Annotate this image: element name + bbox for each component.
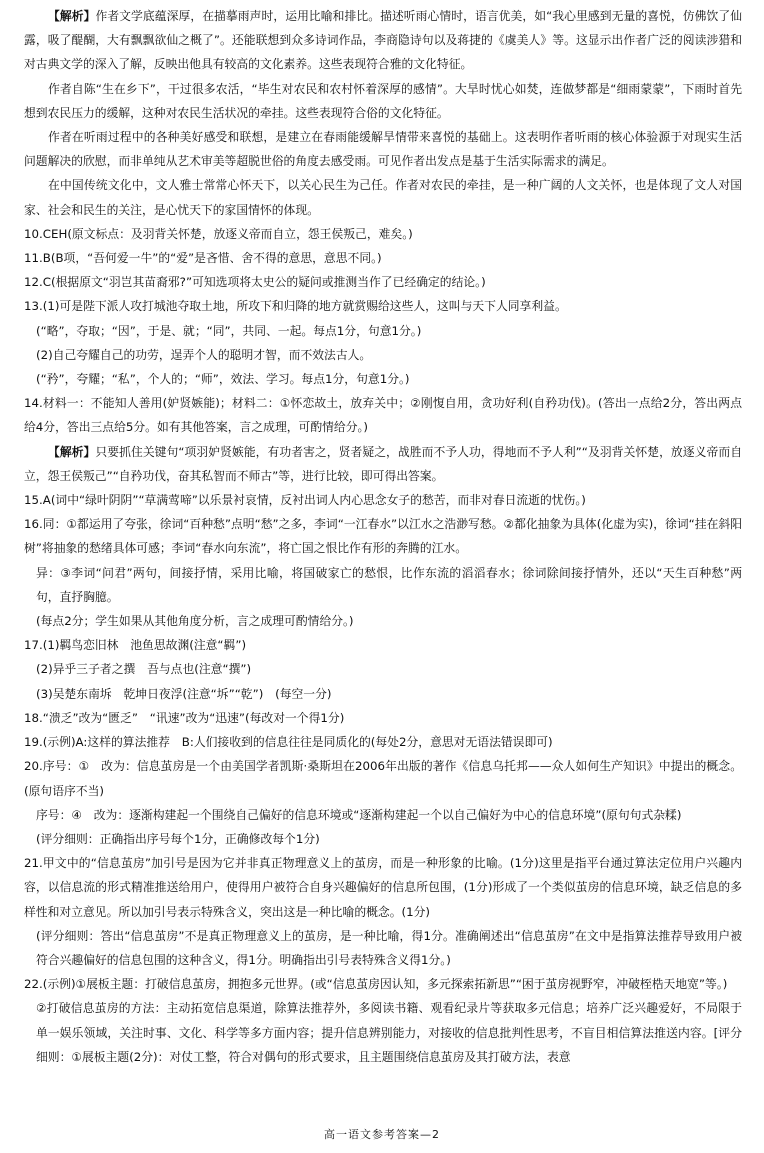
answer-paragraph	[24, 294, 742, 318]
paragraph-text: (2)异乎三子者之撰 吾与点也(注意“撰”)	[36, 662, 252, 677]
paragraph-text: (2)自己夸耀自己的功劳，逞弄个人的聪明才智，而不效法古人。	[36, 347, 372, 362]
paragraph-text: ②打破信息茧房的方法：主动拓宽信息渠道，除算法推荐外，多阅读书籍、观看纪录片等获取多元信息；培养广泛兴趣爱好，不局限于单一娱乐领域，关注时事、文化、科学等多方面内容；提升信息辨别能力，对接收的信息批判性思考，不盲目相信算法推送内容。[评分细则：①展板主题(2分)：对仗工整，符合对偶句的形式要求，且主题围绕信息茧房及其打破方法，表意	[36, 1001, 742, 1064]
answer-paragraph	[24, 706, 742, 730]
answer-paragraph	[24, 609, 742, 633]
answer-paragraph	[24, 827, 742, 851]
paragraph-text: 14.材料一：不能知人善用(妒贤嫉能)；材料二：①怀恋故土，放弃关中；②刚愎自用，贪功好利(自矜功伐)。(答出一点给2分，答出两点给4分，答出三点给5分。如有其他答案，言之成理，可酌情给分。)	[24, 396, 742, 435]
answer-paragraph	[24, 657, 742, 681]
answer-paragraph	[24, 440, 742, 488]
paragraph-text: (3)吴楚东南坼 乾坤日夜浮(注意“坼”“乾”) (每空一分)	[36, 686, 332, 701]
paragraph-text: 22.(示例)①展板主题：打破信息茧房，拥抱多元世界。(或“信息茧房因认知，多元探索拓新思”“困于茧房视野窄，冲破桎梏天地宽”等。)	[24, 977, 728, 992]
analysis-tag: 【解析】	[48, 9, 96, 23]
answer-paragraph	[24, 367, 742, 391]
answer-paragraph	[24, 222, 742, 246]
paragraph-text: 16.同：①都运用了夸张，徐词“百种愁”点明“愁”之多，李词“一江春水”以江水之浩渺写愁。②都化抽象为具体(化虚为实)，徐词“挂在斜阳树”将抽象的愁绪具体可感；李词“春水向东流”，将亡国之恨比作有形的奔腾的江水。	[24, 517, 742, 556]
paragraph-text: 19.(示例)A:这样的算法推荐 B:人们接收到的信息往往是同质化的(每处2分，意思对无语法错误即可)	[24, 735, 553, 750]
answer-paragraph	[24, 512, 742, 560]
answer-paragraph	[24, 924, 742, 972]
paragraph-text: 只要抓住关键句“项羽妒贤嫉能，有功者害之，贤者疑之，战胜而不予人功，得地而不予人利”“及羽背关怀楚，放逐义帝而自立，怨王侯叛己”“自矜功伐，奋其私智而不师古”等，进行比较，即可得出答案。	[24, 444, 742, 483]
answer-paragraph	[24, 488, 742, 512]
answer-paragraph	[24, 730, 742, 754]
paragraph-text: (“矜”，夸耀；“私”，个人的；“师”，效法、学习。每点1分，句意1分。)	[36, 372, 410, 387]
paragraph-text: (每点2分；学生如果从其他角度分析，言之成理可酌情给分。)	[36, 614, 354, 629]
page-footer: 高一语文参考答案—2	[324, 1128, 440, 1141]
answer-paragraph	[24, 125, 742, 173]
paragraph-text: 20.序号：① 改为：信息茧房是一个由美国学者凯斯·桑斯坦在2006年出版的著作《信息乌托邦——众人如何生产知识》中提出的概念。(原句语序不当)	[24, 759, 742, 798]
answer-paragraph	[24, 391, 742, 439]
answer-paragraph	[24, 996, 742, 1069]
analysis-tag: 【解析】	[48, 444, 96, 459]
answer-paragraph	[24, 682, 742, 706]
paragraph-text: 作者在听雨过程中的各种美好感受和联想，是建立在春雨能缓解旱情带来喜悦的基础上。这表明作者听雨的核心体验源于对现实生活问题解决的欣慰，而非单纯从艺术审美等超脱世俗的角度去感受雨。可见作者出发点是基于生活实际需求的满足。	[24, 130, 742, 169]
paragraph-text: 在中国传统文化中，文人雅士常常心怀天下，以关心民生为己任。作者对农民的牵挂，是一种广阔的人文关怀，也是体现了文人对国家、社会和民生的关注，是心忧天下的家国情怀的体现。	[24, 178, 742, 217]
answer-paragraph	[24, 173, 742, 221]
answer-paragraph	[24, 803, 742, 827]
answer-paragraph	[24, 270, 742, 294]
paragraph-text: 12.C(根据原文“羽岂其苗裔邪?”可知选项将太史公的疑问或推测当作了已经确定的结论。)	[24, 275, 486, 290]
paragraph-text: 10.CEH(原文标点：及羽背关怀楚，放逐义帝而自立，怨王侯叛己，难矣。)	[24, 226, 413, 241]
answer-paragraph	[24, 633, 742, 657]
paragraph-text: 13.(1)可是陛下派人攻打城池夺取土地，所攻下和归降的地方就赏赐给这些人，这叫与天下人同享利益。	[24, 299, 567, 314]
paragraph-text: 15.A(词中“绿叶阴阴”“草满莺啼”以乐景衬哀情，反衬出词人内心思念女子的愁苦，而非对春日流逝的忧伤。)	[24, 493, 586, 508]
answer-paragraph	[24, 77, 742, 125]
paragraph-text: (评分细则：正确指出序号每个1分，正确修改每个1分)	[36, 831, 320, 846]
answer-content	[24, 4, 742, 1069]
paragraph-text: 序号：④ 改为：逐渐构建起一个围绕自己偏好的信息环境或“逐渐构建起一个以自己偏好为中心的信息环境”(原句句式杂糅)	[36, 807, 682, 822]
answer-paragraph	[24, 972, 742, 996]
answer-paragraph	[24, 343, 742, 367]
paragraph-text: 11.B(B项，“吾何爱一牛”的“爱”是吝惜、舍不得的意思，意思不同。)	[24, 251, 382, 266]
paragraph-text: (评分细则：答出“信息茧房”不是真正物理意义上的茧房，是一种比喻，得1分。准确阐述出“信息茧房”在文中是指算法推荐导致用户被符合兴趣偏好的信息包围的这种含义，得1分。明确指出引号表特殊含义得1分。)	[36, 928, 742, 967]
paragraph-text: 作者文学底蕴深厚，在描摹雨声时，运用比喻和排比。描述听雨心情时，语言优美，如“我心里感到无量的喜悦，仿佛饮了仙露，吸了醍醐，大有飘飘欲仙之概了”。还能联想到众多诗词作品，李商隐诗句以及蒋捷的《虞美人》等。这显示出作者广泛的阅读涉猎和对古典文学的深入了解，反映出他具有较高的文化素养。这些表现符合雅的文化特征。	[24, 9, 742, 72]
answer-paragraph	[24, 754, 742, 802]
paragraph-text: 18.“溃乏”改为“匮乏” “讯速”改为“迅速”(每改对一个得1分)	[24, 710, 345, 725]
paragraph-text: 17.(1)羁鸟恋旧林 池鱼思故渊(注意“羁”)	[24, 638, 247, 653]
paragraph-text: 作者自陈“生在乡下”，干过很多农活，“毕生对农民和农村怀着深厚的感情”。大旱时忧心如焚，连做梦都是“细雨蒙蒙”，下雨时首先想到农民压力的缓解，这种对农民生活状况的牵挂。这些表现符合俗的文化特征。	[24, 81, 742, 120]
answer-paragraph	[24, 246, 742, 270]
paragraph-text: 21.甲文中的“信息茧房”加引号是因为它并非真正物理意义上的茧房，而是一种形象的比喻。(1分)这里是指平台通过算法定位用户兴趣内容，以信息流的形式精准推送给用户，使得用户被符合自身兴趣偏好的信息所包围，(1分)形成了一个类似茧房的信息环境，缺乏信息的多样性和对立意见。所以加引号表示特殊含义，突出这是一种比喻的概念。(1分)	[24, 856, 742, 919]
answer-paragraph	[24, 319, 742, 343]
paragraph-text: (“略”，夺取；“因”，于是、就；“同”，共同、一起。每点1分，句意1分。)	[36, 323, 422, 338]
paragraph-text: 异：③李词“问君”两句，间接抒情，采用比喻，将国破家亡的愁恨，比作东流的滔滔春水；徐词除间接抒情外，还以“天生百种愁”两句，直抒胸臆。	[36, 565, 742, 604]
answer-paragraph	[24, 4, 742, 77]
answer-paragraph	[24, 851, 742, 924]
answer-paragraph	[24, 561, 742, 609]
